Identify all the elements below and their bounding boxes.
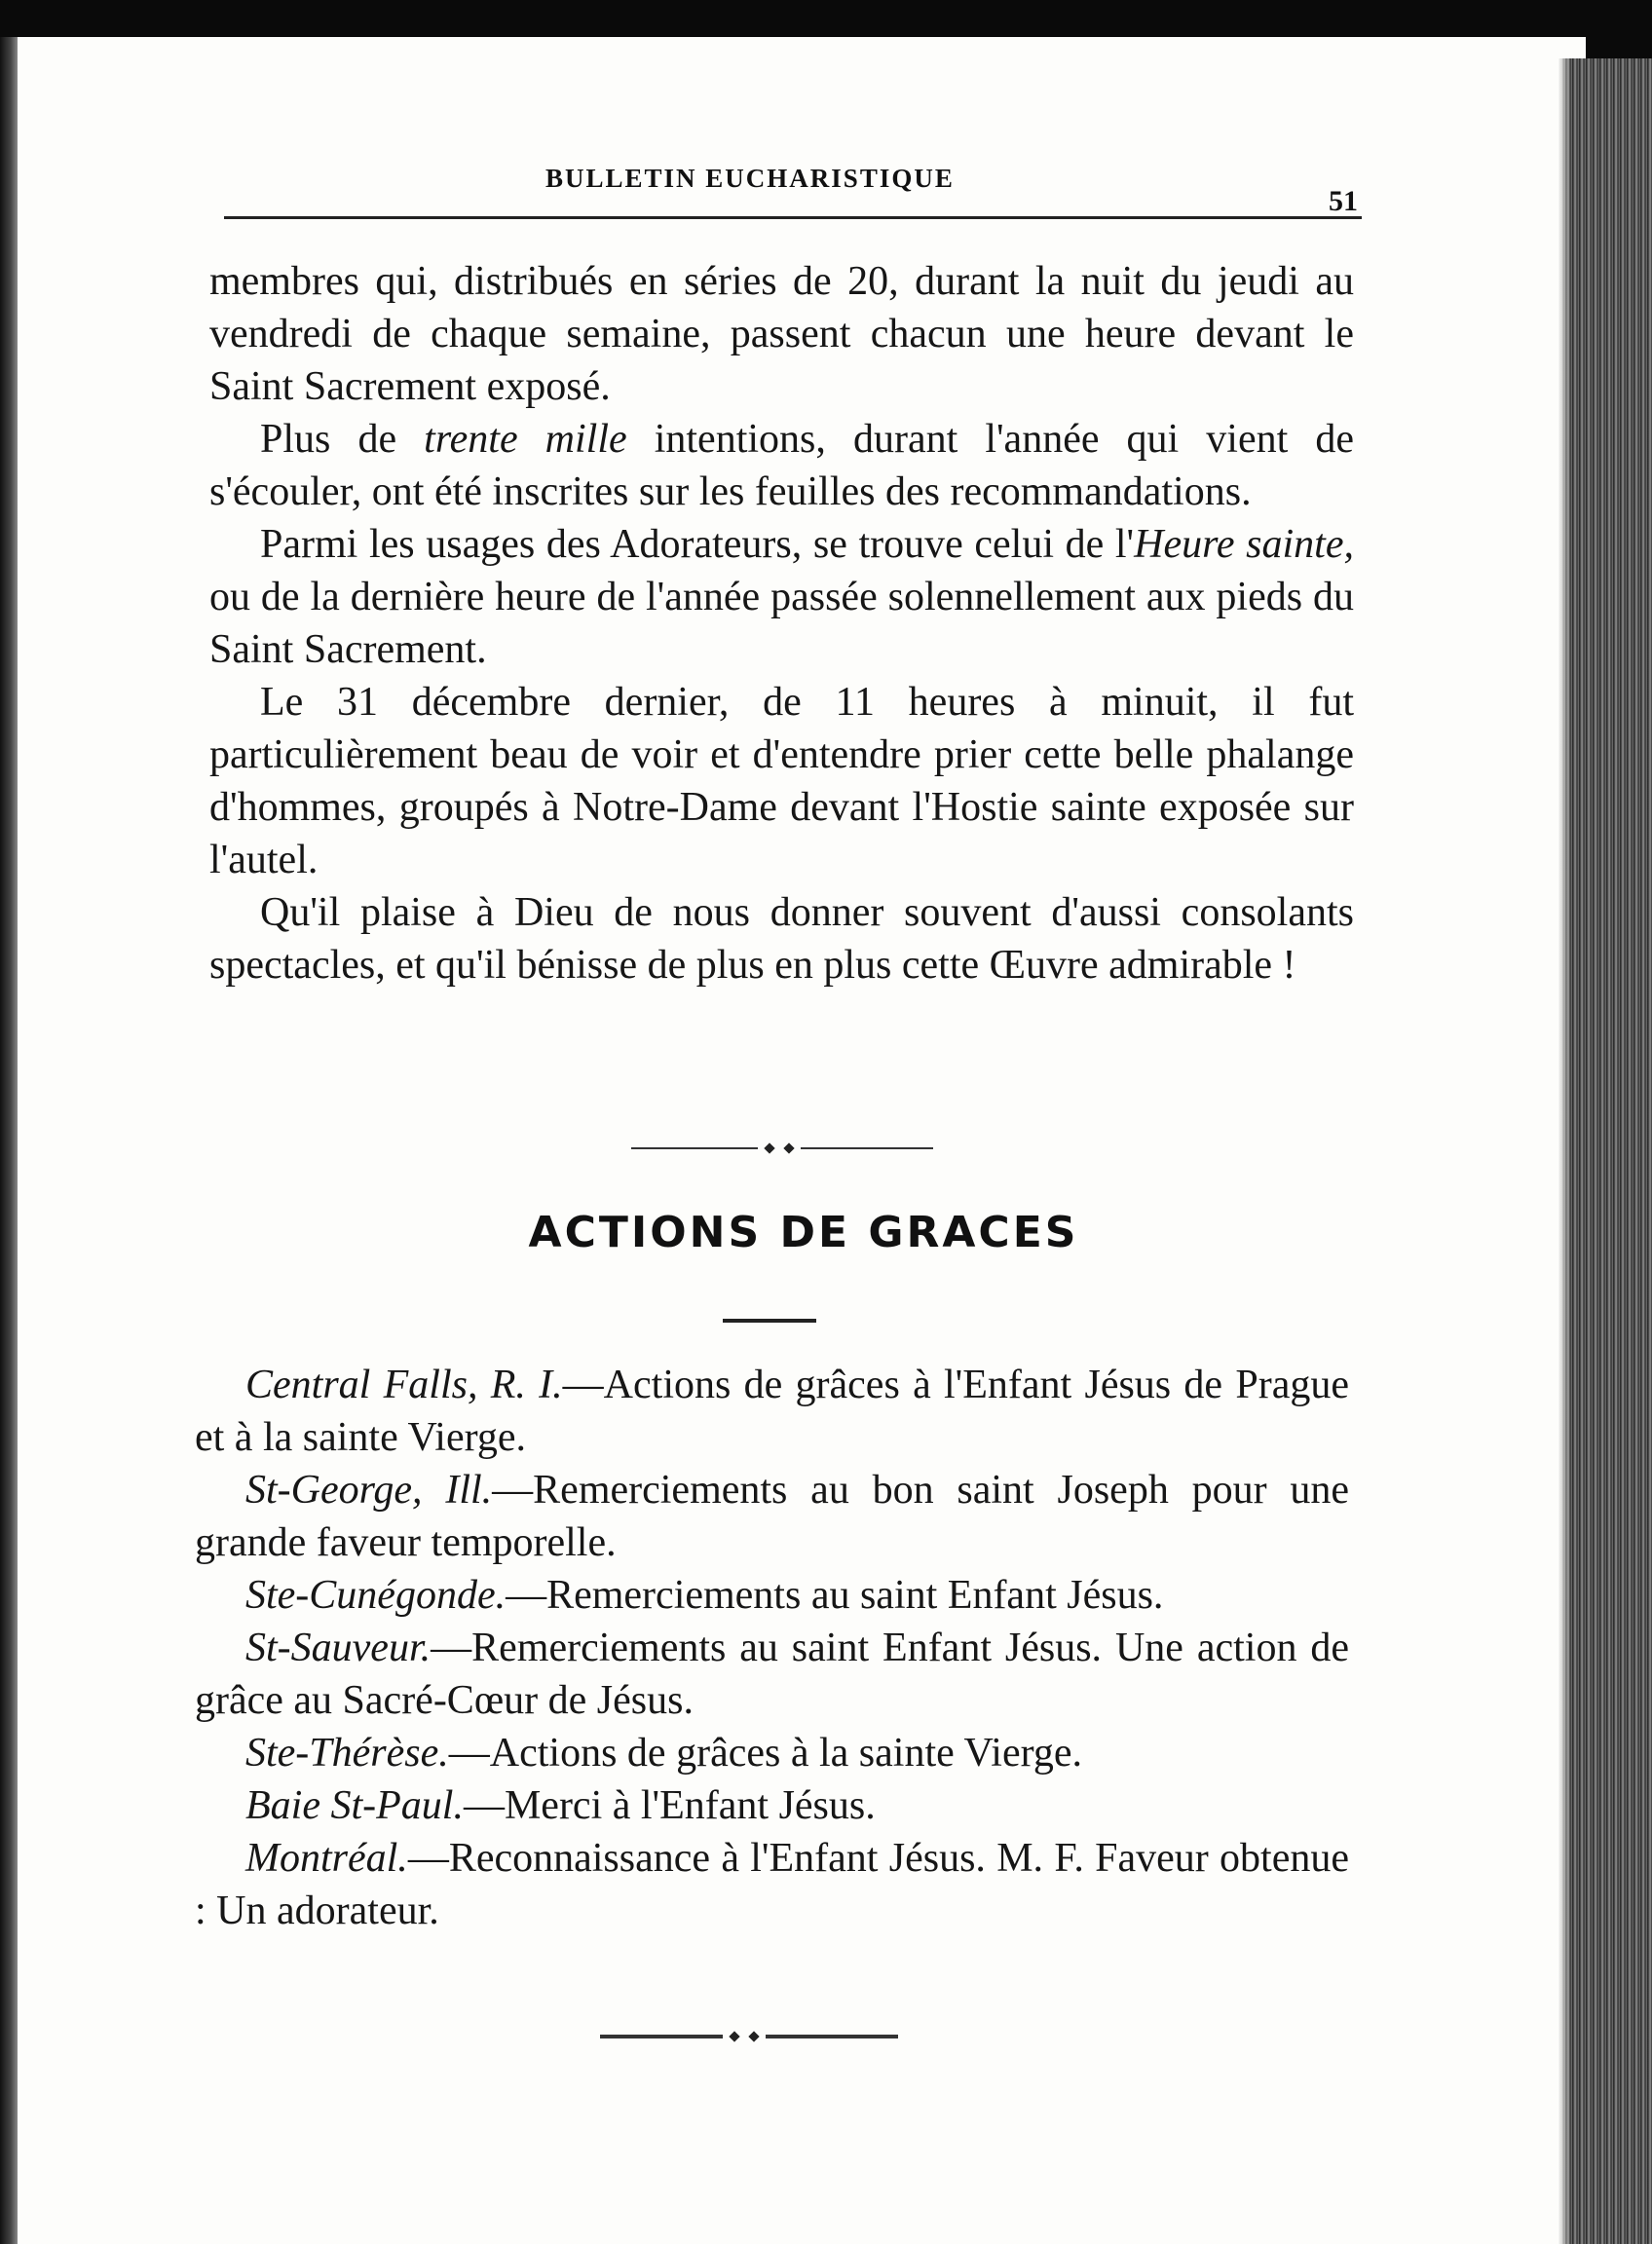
entry-place: Montréal. (245, 1836, 408, 1881)
paragraph-3-start: Parmi les usages des Adorateurs, se trouve celui de l' (260, 522, 1135, 567)
entry-place: St-Sauveur. (245, 1626, 432, 1670)
entry-place: Ste-Cunégonde. (245, 1573, 507, 1618)
list-item (195, 1359, 1349, 1464)
paragraph-4: Le 31 décembre dernier, de 11 heures à minuit, il fut particulièrement beau de voir et d'entendre prier cette belle phalange d'hommes, groupés à Notre-Dame devant l'Hostie sainte exposée sur l'autel. (209, 680, 1354, 882)
paragraph-5: Qu'il plaise à Dieu de nous donner souvent d'aussi consolants spectacles, et qu'il bénisse de plus en plus cette Œuvre admirable ! (209, 890, 1354, 988)
paragraph-3-end: ou de la dernière heure de l'année passée solennellement aux pieds du Saint Sacrement. (209, 575, 1354, 672)
article-continuation (209, 255, 1354, 991)
list-item (195, 1779, 1349, 1832)
paragraph-1: membres qui, distribués en séries de 20, durant la nuit du jeudi au vendredi de chaque semaine, passent chacun une heure devant le Saint Sacrement exposé. (209, 259, 1354, 409)
entry-text: —Remerciements au bon saint Joseph pour une grande faveur temporelle. (195, 1468, 1349, 1565)
entry-text: —Actions de grâces à la sainte Vierge. (448, 1731, 1082, 1776)
list-item (195, 1727, 1349, 1779)
paragraph-3 (209, 518, 1354, 676)
entry-text: —Merci à l'Enfant Jésus. (463, 1783, 876, 1828)
list-item (195, 1832, 1349, 1937)
book-gutter-shadow (0, 37, 18, 2244)
running-title: BULLETIN EUCHARISTIQUE (545, 164, 955, 193)
ornament-divider-bottom (600, 2030, 898, 2043)
page-number: 51 (1329, 185, 1358, 217)
paragraph-2-start: Plus de (260, 417, 425, 462)
list-item (195, 1569, 1349, 1622)
header-rule (224, 216, 1362, 219)
paragraph-3-emphasis: Heure sainte, (1134, 522, 1354, 567)
entry-place: Ste-Thérèse. (245, 1731, 449, 1776)
entry-place: Central Falls, R. I. (245, 1363, 563, 1407)
entry-text: —Remerciements au saint Enfant Jésus. (506, 1573, 1164, 1618)
entry-place: Baie St-Paul. (245, 1783, 464, 1828)
paragraph-2-emphasis: trente mille (424, 417, 627, 462)
book-page-edges (1558, 58, 1652, 2244)
entry-text: —Actions de grâces à l'Enfant Jésus de Prague et à la sainte Vierge. (195, 1363, 1349, 1460)
entry-text: —Remerciements au saint Enfant Jésus. Une action de grâce au Sacré-Cœur de Jésus. (195, 1626, 1349, 1723)
ornament-divider-top (631, 1141, 933, 1155)
entry-place: St-George, Ill. (245, 1468, 493, 1513)
thanksgiving-list (195, 1359, 1349, 1937)
paragraph-2-end: intentions, durant l'année qui vient de s'écouler, ont été inscrites sur les feuilles des recommandations. (209, 417, 1354, 514)
entry-text: —Reconnaissance à l'Enfant Jésus. M. F. Faveur obtenue : Un adorateur. (195, 1836, 1349, 1933)
paragraph-2 (209, 413, 1354, 518)
section-title: ACTIONS DE GRACES (528, 1208, 1079, 1257)
title-rule (723, 1319, 816, 1323)
list-item (195, 1622, 1349, 1727)
list-item (195, 1464, 1349, 1569)
